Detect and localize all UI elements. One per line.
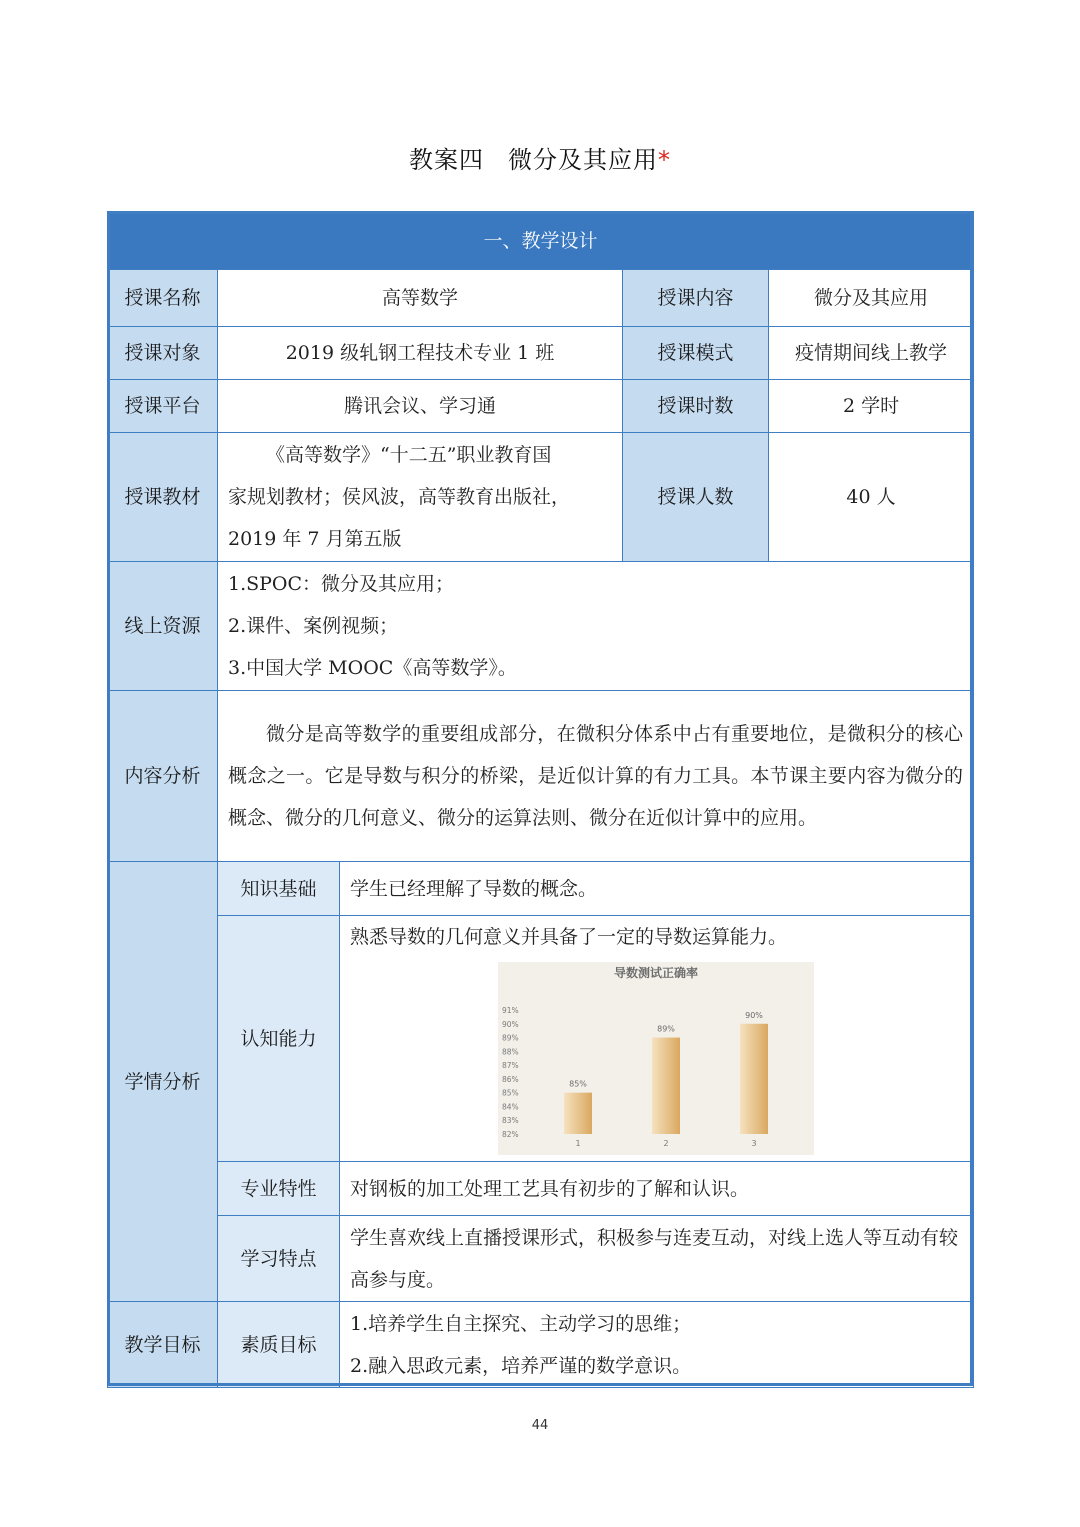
course-content-value: 微分及其应用	[769, 270, 974, 327]
platform-value: 腾讯会议、学习通	[218, 380, 623, 433]
bar-data-label: 89%	[657, 1024, 675, 1034]
y-tick-label: 83%	[502, 1116, 519, 1126]
page-number: 44	[531, 1418, 549, 1433]
textbook-line: 《高等数学》“十二五”职业教育国	[266, 444, 552, 466]
y-tick-label: 85%	[502, 1088, 519, 1098]
x-tick-label: 1	[575, 1139, 581, 1148]
objective-item: 2.融入思政元素，培养严谨的数学意识。	[350, 1354, 692, 1377]
knowledge-label: 知识基础	[218, 862, 340, 916]
knowledge-value: 学生已经理解了导数的概念。	[340, 862, 974, 916]
textbook-label: 授课教材	[108, 433, 218, 562]
content-analysis-text: 微分是高等数学的重要组成部分，在微积分体系中占有重要地位，是微积分的核心概念之一。它是导数与积分的桥梁，是近似计算的有力工具。本节课主要内容为微分的概念、微分的几何意义、微分的运算法则、微分在近似计算中的应用。	[218, 691, 974, 862]
chart-title: 导数测试正确率	[613, 966, 699, 980]
quality-objective-label: 素质目标	[218, 1302, 340, 1388]
hours-value: 2 学时	[769, 380, 974, 433]
platform-label: 授课平台	[108, 380, 218, 433]
objectives-label: 教学目标	[108, 1302, 218, 1388]
course-name-value: 高等数学	[218, 270, 623, 327]
learning-label: 学习特点	[218, 1216, 340, 1302]
major-label: 专业特性	[218, 1162, 340, 1216]
bar-data-label: 90%	[745, 1010, 763, 1020]
audience-label: 授课对象	[108, 327, 218, 380]
hours-label: 授课时数	[623, 380, 769, 433]
lesson-topic: 微分及其应用	[508, 146, 658, 174]
major-value: 对钢板的加工处理工艺具有初步的了解和认识。	[340, 1162, 974, 1216]
learner-analysis-label: 学情分析	[108, 862, 218, 1302]
textbook-line: 2019 年 7 月第五版	[228, 528, 402, 550]
y-tick-label: 82%	[502, 1130, 519, 1139]
content-analysis-label: 内容分析	[108, 691, 218, 862]
resource-item: 1.SPOC：微分及其应用；	[228, 573, 455, 595]
y-tick-label: 86%	[502, 1074, 519, 1084]
resource-item: 2.课件、案例视频；	[228, 615, 399, 637]
section-header: 一、教学设计	[108, 212, 974, 270]
objective-item: 1.培养学生自主探究、主动学习的思维；	[350, 1312, 692, 1335]
mode-label: 授课模式	[623, 327, 769, 380]
resources-label: 线上资源	[108, 562, 218, 691]
y-tick-label: 90%	[502, 1019, 519, 1029]
y-tick-label: 87%	[502, 1061, 519, 1071]
x-tick-label: 2	[663, 1139, 669, 1148]
y-tick-label: 91%	[502, 1006, 519, 1015]
course-name-label: 授课名称	[108, 270, 218, 327]
audience-value: 2019 级轧钢工程技术专业 1 班	[218, 327, 623, 380]
resource-item: 3.中国大学 MOOC《高等数学》。	[228, 657, 517, 679]
document-title	[0, 140, 1080, 180]
textbook-line: 家规划教材；侯风波，高等教育出版社，	[228, 486, 571, 508]
students-label: 授课人数	[623, 433, 769, 562]
y-tick-label: 89%	[502, 1033, 519, 1043]
footnote-asterisk: *	[658, 146, 671, 174]
x-tick-label: 3	[751, 1139, 757, 1148]
cognitive-value: 熟悉导数的几何意义并具备了一定的导数运算能力。	[350, 926, 788, 948]
y-tick-label: 88%	[502, 1047, 519, 1057]
mode-value: 疫情期间线上教学	[769, 327, 974, 380]
lesson-number: 教案四	[409, 146, 484, 174]
table-outer-border	[107, 211, 973, 1386]
learning-value: 学生喜欢线上直播授课形式，积极参与连麦互动，对线上选人等互动有较高参与度。	[340, 1216, 974, 1302]
students-value: 40 人	[769, 433, 974, 562]
bar-data-label: 85%	[569, 1079, 587, 1089]
cognitive-label: 认知能力	[218, 916, 340, 1162]
y-tick-label: 84%	[502, 1102, 519, 1112]
course-content-label: 授课内容	[623, 270, 769, 327]
